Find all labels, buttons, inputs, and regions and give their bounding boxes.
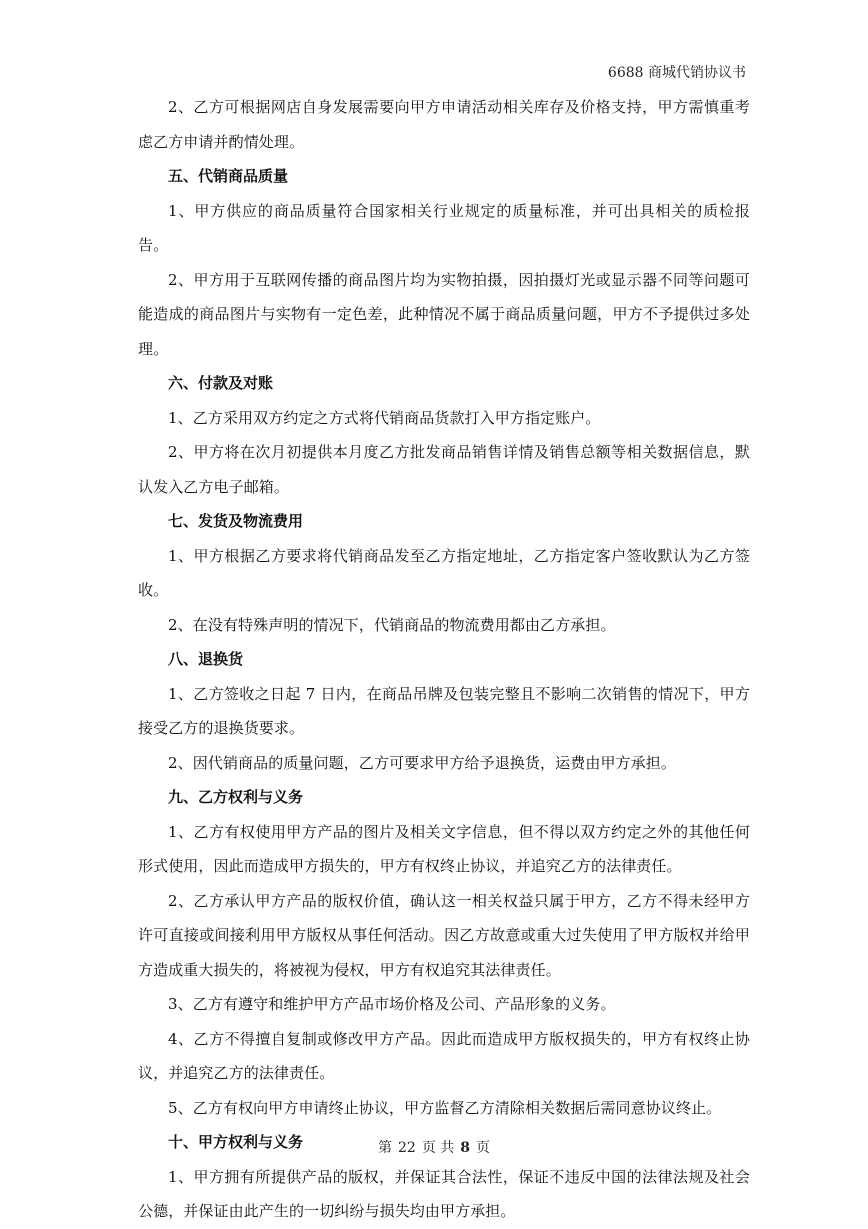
clause: 5、乙方有权向甲方申请终止协议，甲方监督乙方清除相关数据后需同意协议终止。 [168, 1098, 722, 1117]
footer-page-number: 22 [397, 1140, 416, 1156]
footer-total-pages: 8 [460, 1140, 471, 1156]
clause: 3、乙方有遵守和维护甲方产品市场价格及公司、产品形象的义务。 [168, 995, 616, 1013]
section-heading: 六、付款及对账 [168, 374, 274, 392]
running-header: 6688 商城代销协议书 [607, 65, 746, 81]
section-heading: 十、甲方权利与义务 [168, 1133, 304, 1151]
clause: 4、乙方不得擅自复制或修改甲方产品。因此而造成甲方版权损失的，甲方有权终止协议，并追究乙方的法律责任。 [138, 1029, 750, 1082]
header-rule [140, 86, 746, 87]
clause: 1、甲方供应的商品质量符合国家相关行业规定的质量标准，并可出具相关的质检报告。 [138, 201, 750, 254]
footer-prefix: 第 [377, 1140, 392, 1156]
section-heading: 八、退换货 [168, 650, 244, 668]
section-heading: 五、代销商品质量 [168, 167, 289, 185]
clause: 2、在没有特殊声明的情况下，代销商品的物流费用都由乙方承担。 [168, 615, 616, 634]
footer-middle: 页 共 [421, 1140, 455, 1156]
clause: 1、乙方采用双方约定之方式将代销商品货款打入甲方指定账户。 [168, 408, 601, 427]
clause: 2、因代销商品的质量问题，乙方可要求甲方给予退换货，运费由甲方承担。 [168, 753, 676, 772]
clause: 2、甲方用于互联网传播的商品图片均为实物拍摄，因拍摄灯光或显示器不同等问题可能造成的商品图片与实物有一定色差，此种情况不属于商品质量问题，甲方不予提供过多处理。 [138, 270, 750, 358]
clause: 1、甲方根据乙方要求将代销商品发至乙方指定地址，乙方指定客户签收默认为乙方签收。 [138, 546, 750, 599]
clause: 2、乙方承认甲方产品的版权价值，确认这一相关权益只属于甲方，乙方不得未经甲方许可直接或间接利用甲方版权从事任何活动。因乙方故意或重大过失使用了甲方版权并给甲方造成重大损失的，将被视为侵权，甲方有权追究其法律责任。 [138, 891, 750, 979]
clause: 1、乙方有权使用甲方产品的图片及相关文字信息，但不得以双方约定之外的其他任何形式使用，因此而造成甲方损失的，甲方有权终止协议，并追究乙方的法律责任。 [138, 822, 750, 875]
section-heading: 九、乙方权利与义务 [168, 788, 304, 806]
page-footer [0, 1138, 868, 1158]
clause: 1、甲方拥有所提供产品的版权，并保证其合法性，保证不违反中国的法律法规及社会公德，并保证由此产生的一切纠纷与损失均由甲方承担。 [138, 1167, 750, 1220]
clause: 1、乙方签收之日起 7 日内，在商品吊牌及包装完整且不影响二次销售的情况下，甲方接受乙方的退换货要求。 [138, 684, 750, 737]
footer-suffix: 页 [476, 1140, 491, 1156]
section-heading: 七、发货及物流费用 [168, 512, 304, 530]
clause: 2、乙方可根据网店自身发展需要向甲方申请活动相关库存及价格支持，甲方需慎重考虑乙方申请并酌情处理。 [138, 98, 750, 151]
clause: 2、甲方将在次月初提供本月度乙方批发商品销售详情及销售总额等相关数据信息，默认发入乙方电子邮箱。 [138, 443, 750, 496]
